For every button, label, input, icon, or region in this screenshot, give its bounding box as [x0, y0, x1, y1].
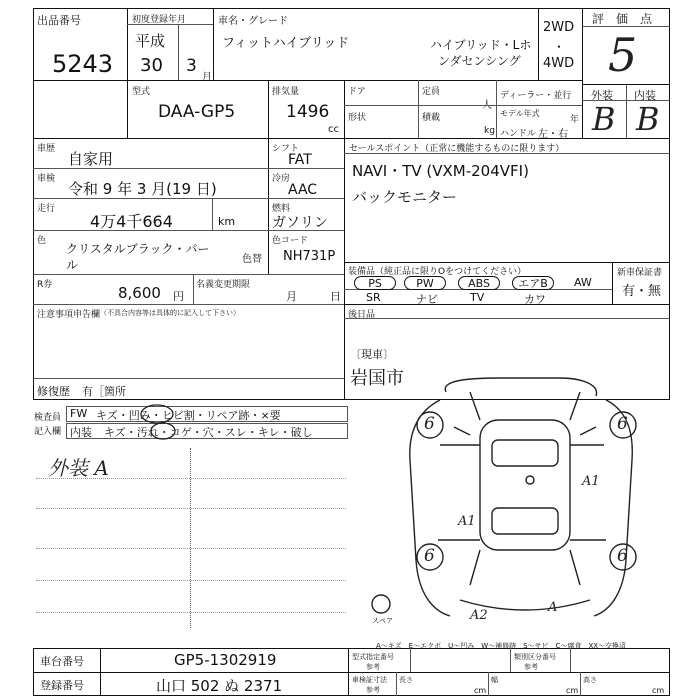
- later-label: 後日品: [348, 310, 376, 320]
- equipment-label: 装備品（純正品に限りOをつけてください）: [348, 267, 527, 277]
- type-no-label: 型式指定番号: [352, 653, 394, 661]
- damage-mark-a1-right: A1: [582, 474, 600, 489]
- inspection-value: 令和 9 年 3 月(19 日): [68, 180, 217, 198]
- history-label: 車歴: [37, 144, 56, 154]
- first-reg-label: 初度登録年月: [132, 15, 187, 25]
- exterior-grade: B: [592, 100, 616, 138]
- displacement-value: 1496: [286, 102, 330, 122]
- equipment-item-0: PS: [354, 276, 396, 290]
- location-value: 岩国市: [350, 368, 404, 389]
- inspector-row2: キズ・汚れ・コゲ・穴・スレ・キレ・破し: [104, 426, 313, 439]
- grade-line2: ンダセンシング: [438, 54, 521, 68]
- ac-label: 冷房: [272, 174, 291, 184]
- transfer-label: 名義変更期限: [196, 280, 251, 290]
- legend: A～キズ E～エクボ U～凹み W～補修跡 S～サビ C～腐食 XX～交換済: [376, 642, 627, 650]
- inspection-label: 車検: [37, 174, 56, 184]
- tire-mark-fr: 6: [617, 414, 628, 434]
- shape-label: 形状: [348, 113, 367, 123]
- drive-2wd: 2WD: [543, 20, 575, 35]
- color-line1: クリスタルブラック・パー: [66, 242, 210, 256]
- fuel-label: 燃料: [272, 204, 291, 214]
- damage-mark-a1-left: A1: [458, 514, 476, 529]
- damage-mark-a2: A2: [470, 608, 488, 623]
- recycle-label: R券: [37, 280, 53, 290]
- repaint-label: 色替: [242, 254, 262, 265]
- mileage-value: 4万4千664: [90, 212, 173, 231]
- fuel-value: ガソリン: [272, 215, 328, 231]
- inspector-interior: 内装: [70, 426, 92, 439]
- length-unit: cm: [474, 686, 487, 695]
- reg-label: 登録番号: [40, 679, 84, 692]
- dealer-label: ディーラー・並行: [500, 91, 572, 101]
- grade-line1: ハイブリッド・Lホ: [430, 38, 532, 52]
- model-label: 型式: [132, 87, 151, 97]
- equipment-item-1: PW: [404, 276, 446, 290]
- width-unit: cm: [566, 686, 579, 695]
- tire-mark-rl: 6: [424, 546, 435, 566]
- repair-label: 修復歴: [37, 385, 70, 398]
- chassis-label: 車台番号: [40, 655, 84, 668]
- capacity-label: 定員: [422, 87, 441, 97]
- repair-value: 有［箇所: [82, 385, 126, 398]
- drive-dot: ・: [553, 40, 566, 54]
- notes-sub: （不具合内容等は具体的に記入して下さい）: [100, 309, 240, 317]
- inspector-label1: 検査員: [34, 413, 62, 423]
- handle-label: ハンドル: [500, 129, 537, 139]
- equipment-item-3: エアB: [512, 276, 554, 290]
- load-unit: kg: [484, 126, 495, 136]
- sales-line2: バックモニター: [352, 188, 458, 206]
- history-value: 自家用: [68, 150, 114, 168]
- color-label: 色: [37, 236, 47, 246]
- warranty-label: 新車保証書: [617, 268, 663, 278]
- tire-mark-rr: 6: [617, 546, 628, 566]
- cc-unit: cc: [328, 124, 339, 135]
- score-label: 評 価 点: [592, 12, 653, 26]
- color-line2: ル: [66, 258, 79, 272]
- displacement-label: 排気量: [272, 87, 300, 97]
- model-year-unit: 年: [570, 115, 580, 125]
- height-unit: cm: [652, 686, 665, 695]
- height-label: 高さ: [583, 676, 597, 684]
- class-no-ref: 参考: [524, 663, 538, 671]
- model-year-label: モデル年式: [500, 109, 540, 118]
- color-code: NH731P: [283, 249, 336, 264]
- shift-value: FAT: [288, 152, 312, 168]
- model-value: DAA-GP5: [158, 102, 236, 122]
- transfer-day: 日: [330, 290, 341, 303]
- interior-label: 内装: [634, 89, 656, 102]
- sales-label: セールスポイント（正常に機能するものに限ります）: [349, 144, 565, 154]
- recycle-value: 8,600: [118, 284, 161, 302]
- current-label: 〔現車〕: [350, 348, 394, 361]
- equipment-row2-item-2: TV: [470, 291, 485, 304]
- chassis-value: GP5-1302919: [174, 651, 277, 669]
- exterior-label: 外装: [591, 89, 613, 102]
- name-label: 車名・グレード: [218, 16, 288, 27]
- sales-line1: NAVI・TV (VXM-204VFI): [352, 162, 529, 180]
- door-label: ドア: [348, 87, 366, 97]
- length-label: 長さ: [399, 676, 413, 684]
- lot-number: 5243: [52, 50, 114, 78]
- shift-label: シフト: [272, 144, 300, 154]
- drive-4wd: 4WD: [543, 56, 575, 71]
- score-value: 5: [608, 28, 638, 82]
- inspector-label2: 記入欄: [34, 427, 62, 437]
- warranty-value: 有・無: [622, 284, 662, 299]
- class-no-label: 類別区分番号: [514, 653, 556, 661]
- damage-mark-a: A: [548, 600, 558, 615]
- reg-month: 3: [186, 56, 197, 76]
- inspector-row1: キズ・凹み・ヒビ割・リペア跡・×要: [96, 409, 281, 422]
- interior-grade: B: [636, 100, 660, 138]
- km-unit: km: [218, 215, 236, 228]
- transfer-month: 月: [286, 290, 297, 303]
- inspector-fw: FW: [70, 407, 88, 420]
- handwritten-note: 外装 A: [48, 456, 109, 480]
- handle-value: 左・右: [538, 129, 568, 140]
- reg-month-unit: 月: [202, 72, 212, 83]
- car-name: フィットハイブリッド: [222, 36, 350, 51]
- spare-label: スペア: [372, 617, 393, 625]
- load-label: 積載: [422, 113, 441, 123]
- reg-era: 平成: [135, 32, 166, 50]
- color-code-label: 色コード: [272, 236, 309, 246]
- equipment-item-2: ABS: [458, 276, 500, 290]
- type-no-ref: 参考: [366, 663, 380, 671]
- equipment-row2-item-1: ナビ: [416, 293, 438, 306]
- width-label: 幅: [491, 676, 498, 684]
- equipment-row2-item-3: カワ: [524, 293, 546, 306]
- mileage-label: 走行: [37, 204, 56, 214]
- reg-year: 30: [140, 55, 163, 76]
- equipment-row2-item-0: SR: [366, 291, 381, 304]
- notes-label: 注意事項申告欄: [37, 310, 101, 320]
- capacity-unit: 人: [482, 100, 492, 111]
- yen-unit: 円: [173, 290, 184, 303]
- lot-label: 出品番号: [37, 14, 81, 27]
- reg-value: 山口 502 ぬ 2371: [156, 677, 283, 695]
- equipment-item-4: AW: [574, 276, 592, 289]
- size-label: 車検証寸法: [352, 676, 387, 684]
- ac-value: AAC: [288, 182, 318, 198]
- size-ref: 参考: [366, 686, 380, 694]
- tire-mark-fl: 6: [424, 414, 435, 434]
